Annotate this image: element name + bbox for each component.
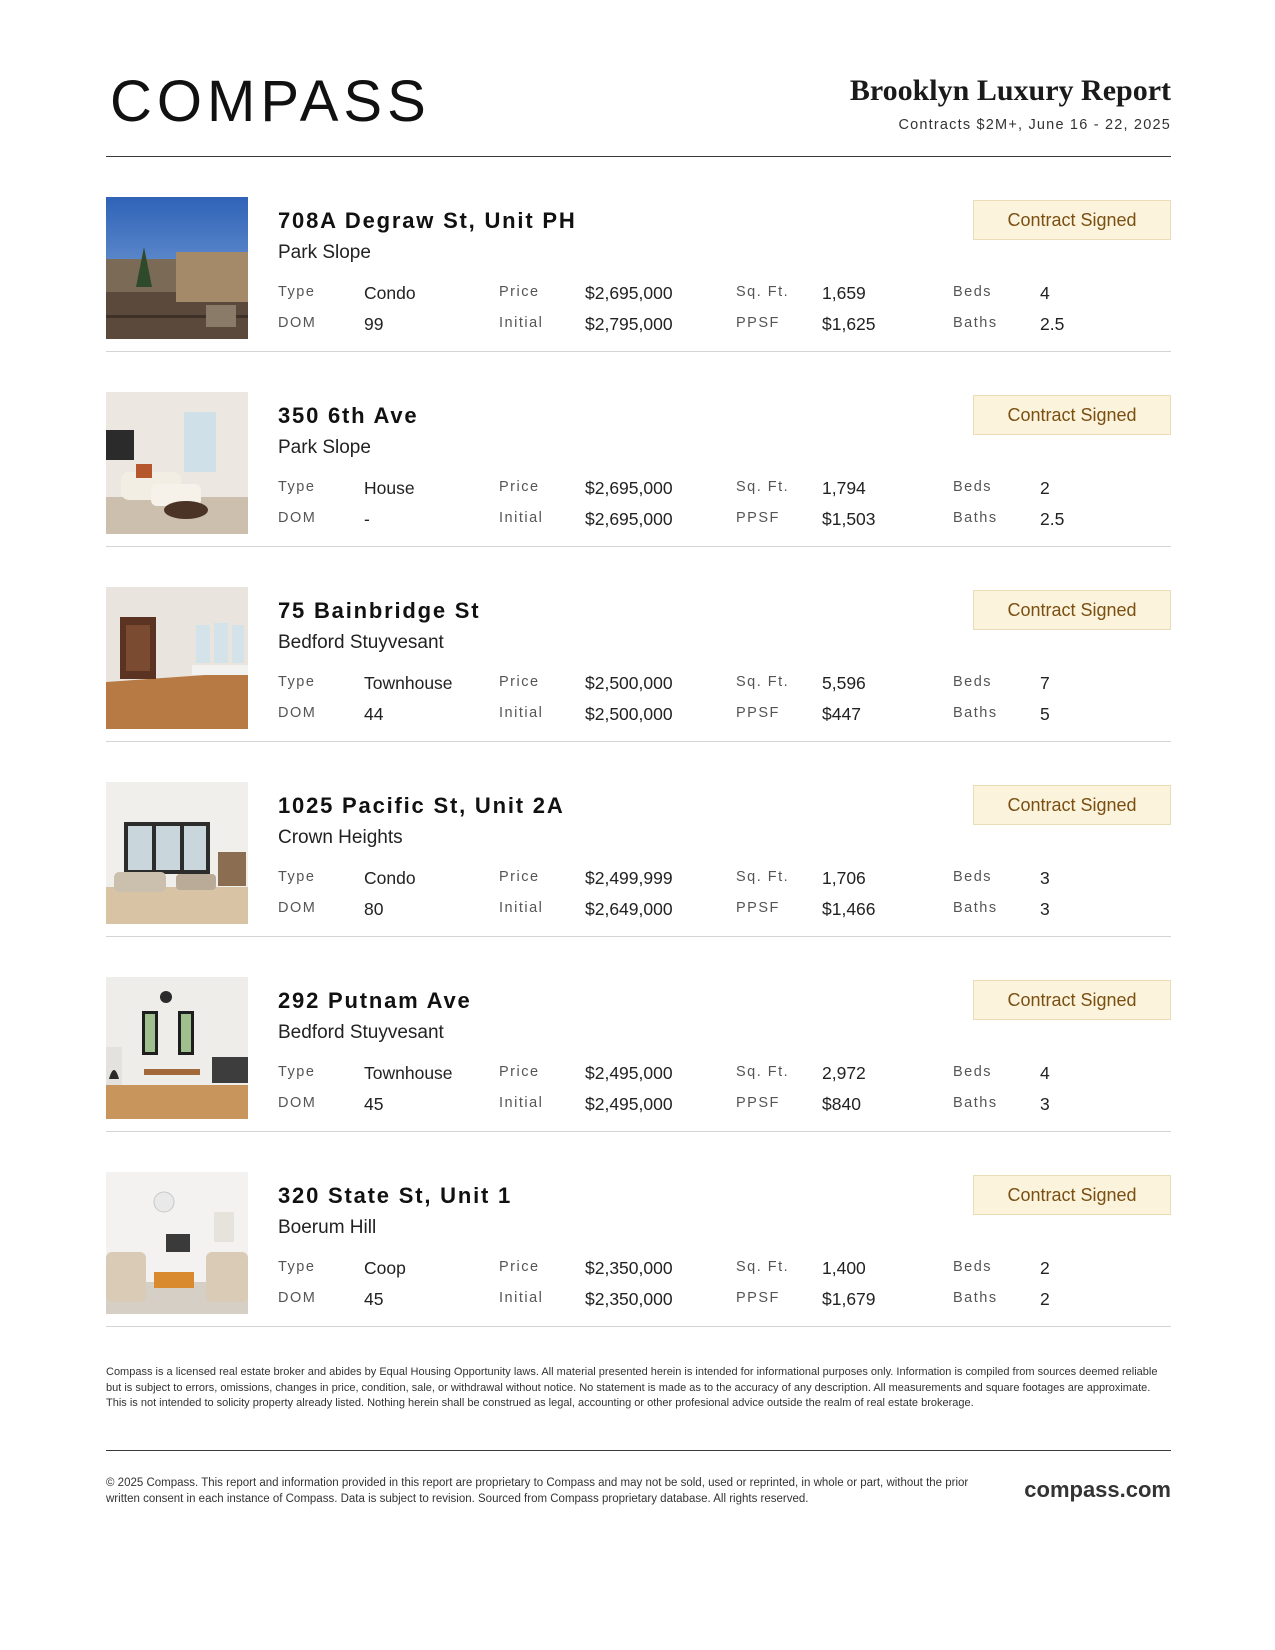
footer-divider (106, 1450, 1171, 1451)
price-value: $2,695,000 (585, 283, 673, 303)
listing-photo (106, 197, 248, 339)
price-value: $2,499,999 (585, 868, 673, 888)
listing-neighborhood: Boerum Hill (278, 1217, 377, 1238)
price-label: Price (499, 1064, 540, 1080)
sqft-label: Sq. Ft. (736, 674, 790, 690)
compass-logo: COMPASS (110, 69, 431, 134)
dom-label: DOM (278, 705, 317, 721)
ppsf-label: PPSF (736, 510, 780, 526)
baths-label: Baths (953, 315, 998, 331)
baths-value: 2 (1040, 1289, 1050, 1309)
price-value: $2,350,000 (585, 1258, 673, 1278)
dom-label: DOM (278, 900, 317, 916)
dom-label: DOM (278, 510, 317, 526)
initial-label: Initial (499, 900, 544, 916)
ppsf-label: PPSF (736, 900, 780, 916)
dom-label: DOM (278, 1290, 317, 1306)
baths-value: 2.5 (1040, 314, 1065, 334)
type-label: Type (278, 284, 316, 300)
initial-value: $2,350,000 (585, 1289, 673, 1309)
status-badge: Contract Signed (973, 590, 1171, 630)
sqft-value: 1,706 (822, 868, 866, 888)
listing-neighborhood: Bedford Stuyvesant (278, 1022, 444, 1043)
listing-photo (106, 782, 248, 924)
status-badge: Contract Signed (973, 980, 1171, 1020)
legal-disclaimer: Compass is a licensed real estate broker and abides by Equal Housing Opportunity laws. All material presented herein is intended for informational purposes only. Information is compiled from sources deemed reliable but is subject to errors, omissions, changes in price, condition, sale, or withdrawal without notice. No statement is made as to the accuracy of any description. All measurements and square footages are approximate. This is not intended to solicity property already listed. Nothing herein shall be construed as legal, accounting or other profesional advice outside the realm of real estate brokerage. (106, 1366, 1158, 1409)
baths-value: 3 (1040, 899, 1050, 919)
type-value: House (364, 478, 415, 498)
dom-value: 45 (364, 1094, 384, 1114)
beds-label: Beds (953, 674, 993, 690)
type-value: Condo (364, 283, 416, 303)
ppsf-value: $1,625 (822, 314, 876, 334)
type-value: Townhouse (364, 1063, 453, 1083)
listing-photo (106, 1172, 248, 1314)
ppsf-value: $447 (822, 704, 861, 724)
listing-photo (106, 587, 248, 729)
dom-value: 80 (364, 899, 384, 919)
type-label: Type (278, 1064, 316, 1080)
baths-label: Baths (953, 900, 998, 916)
listing-card (106, 157, 1171, 352)
initial-label: Initial (499, 705, 544, 721)
sqft-label: Sq. Ft. (736, 1259, 790, 1275)
report-title: Brooklyn Luxury Report (849, 74, 1171, 107)
sqft-value: 1,400 (822, 1258, 866, 1278)
sqft-label: Sq. Ft. (736, 284, 790, 300)
initial-label: Initial (499, 1290, 544, 1306)
ppsf-value: $1,503 (822, 509, 876, 529)
price-label: Price (499, 674, 540, 690)
type-value: Condo (364, 868, 416, 888)
price-value: $2,500,000 (585, 673, 673, 693)
baths-label: Baths (953, 1095, 998, 1111)
report-header (106, 0, 1171, 157)
initial-value: $2,495,000 (585, 1094, 673, 1114)
type-label: Type (278, 1259, 316, 1275)
baths-value: 3 (1040, 1094, 1050, 1114)
listing-card (106, 742, 1171, 937)
baths-label: Baths (953, 1290, 998, 1306)
type-label: Type (278, 674, 316, 690)
beds-label: Beds (953, 1259, 993, 1275)
dom-value: - (364, 509, 370, 529)
report-subtitle: Contracts $2M+, June 16 - 22, 2025 (898, 117, 1171, 133)
beds-value: 7 (1040, 673, 1050, 693)
price-label: Price (499, 869, 540, 885)
listing-address[interactable]: 350 6th Ave (278, 403, 419, 428)
listing-card (106, 1132, 1171, 1327)
type-label: Type (278, 479, 316, 495)
listing-neighborhood: Crown Heights (278, 827, 403, 848)
price-label: Price (499, 284, 540, 300)
price-label: Price (499, 479, 540, 495)
status-badge: Contract Signed (973, 200, 1171, 240)
sqft-label: Sq. Ft. (736, 1064, 790, 1080)
baths-value: 2.5 (1040, 509, 1065, 529)
baths-label: Baths (953, 510, 998, 526)
status-badge: Contract Signed (973, 1175, 1171, 1215)
ppsf-label: PPSF (736, 705, 780, 721)
type-value: Townhouse (364, 673, 453, 693)
listing-address[interactable]: 292 Putnam Ave (278, 988, 472, 1013)
initial-value: $2,649,000 (585, 899, 673, 919)
ppsf-value: $840 (822, 1094, 861, 1114)
initial-label: Initial (499, 315, 544, 331)
dom-value: 45 (364, 1289, 384, 1309)
initial-label: Initial (499, 1095, 544, 1111)
listing-neighborhood: Park Slope (278, 437, 371, 458)
sqft-label: Sq. Ft. (736, 479, 790, 495)
beds-value: 4 (1040, 283, 1050, 303)
listing-card (106, 937, 1171, 1132)
price-label: Price (499, 1259, 540, 1275)
ppsf-value: $1,679 (822, 1289, 876, 1309)
dom-label: DOM (278, 1095, 317, 1111)
listing-card (106, 547, 1171, 742)
dom-label: DOM (278, 315, 317, 331)
price-value: $2,695,000 (585, 478, 673, 498)
sqft-value: 1,794 (822, 478, 866, 498)
listing-address[interactable]: 708A Degraw St, Unit PH (278, 208, 577, 233)
type-value: Coop (364, 1258, 406, 1278)
beds-label: Beds (953, 1064, 993, 1080)
sqft-value: 1,659 (822, 283, 866, 303)
listing-photo (106, 977, 248, 1119)
listing-neighborhood: Park Slope (278, 242, 371, 263)
sqft-value: 5,596 (822, 673, 866, 693)
baths-label: Baths (953, 705, 998, 721)
listing-card (106, 352, 1171, 547)
sqft-value: 2,972 (822, 1063, 866, 1083)
beds-value: 2 (1040, 478, 1050, 498)
beds-value: 3 (1040, 868, 1050, 888)
baths-value: 5 (1040, 704, 1050, 724)
listing-address[interactable]: 75 Bainbridge St (278, 598, 481, 623)
status-badge: Contract Signed (973, 785, 1171, 825)
price-value: $2,495,000 (585, 1063, 673, 1083)
ppsf-value: $1,466 (822, 899, 876, 919)
copyright-notice: © 2025 Compass. This report and information provided in this report are proprietary to Compass and may not be sold, used or reprinted, in whole or part, without the prior written consent in each instance of Compass. Data is subject to revision. Sourced from Compass proprietary database. All rights reserved. (106, 1477, 969, 1505)
status-badge: Contract Signed (973, 395, 1171, 435)
dom-value: 99 (364, 314, 384, 334)
listing-neighborhood: Bedford Stuyvesant (278, 632, 444, 653)
initial-value: $2,500,000 (585, 704, 673, 724)
ppsf-label: PPSF (736, 1095, 780, 1111)
beds-value: 4 (1040, 1063, 1050, 1083)
beds-value: 2 (1040, 1258, 1050, 1278)
listing-photo (106, 392, 248, 534)
report-page (106, 0, 1171, 1505)
ppsf-label: PPSF (736, 1290, 780, 1306)
listing-address[interactable]: 320 State St, Unit 1 (278, 1183, 513, 1208)
beds-label: Beds (953, 869, 993, 885)
initial-value: $2,695,000 (585, 509, 673, 529)
ppsf-label: PPSF (736, 315, 780, 331)
beds-label: Beds (953, 479, 993, 495)
dom-value: 44 (364, 704, 384, 724)
sqft-label: Sq. Ft. (736, 869, 790, 885)
initial-value: $2,795,000 (585, 314, 673, 334)
initial-label: Initial (499, 510, 544, 526)
type-label: Type (278, 869, 316, 885)
beds-label: Beds (953, 284, 993, 300)
website-link[interactable]: compass.com (1024, 1477, 1171, 1502)
listing-address[interactable]: 1025 Pacific St, Unit 2A (278, 793, 565, 818)
